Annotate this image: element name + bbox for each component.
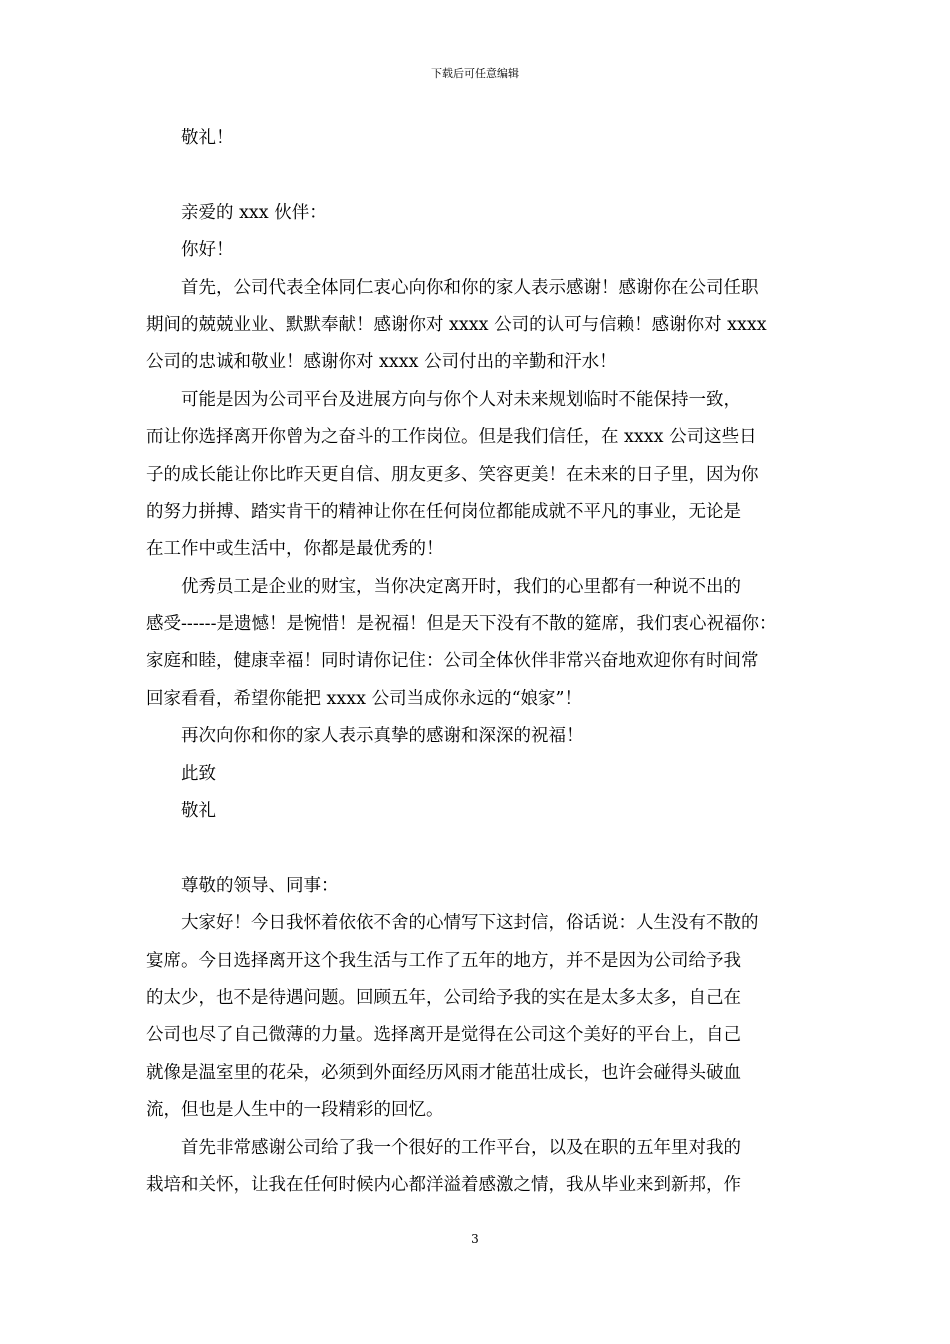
page-number: 3	[471, 1232, 479, 1246]
paragraph-line: 在工作中或生活中，你都是最优秀的！	[146, 539, 444, 560]
paragraph-line: 家庭和睦，健康幸福！同时请你记住：公司全体伙伴非常兴奋地欢迎你有时间常	[146, 651, 759, 672]
paragraph-line: 的努力拼搏、踏实肯干的精神让你在任何岗位都能成就不平凡的事业，无论是	[146, 501, 741, 522]
paragraph-line: 而让你选择离开你曾为之奋斗的工作岗位。但是我们信任，在 xxxx 公司这些日	[146, 427, 757, 448]
blank-line	[146, 157, 816, 194]
paragraph-line: 公司也尽了自己微薄的力量。选择离开是觉得在公司这个美好的平台上，自己	[146, 1025, 741, 1046]
paragraph-line: 感受------是遗憾！是惋惜！是祝福！但是天下没有不散的筵席，我们衷心祝福你：	[146, 614, 777, 635]
paragraph-line: 流，但也是人生中的一段精彩的回忆。	[146, 1100, 444, 1121]
paragraph-line: 再次向你和你的家人表示真挚的感谢和深深的祝福！	[181, 726, 584, 747]
paragraph-line: 大家好！今日我怀着依依不舍的心情写下这封信，俗话说：人生没有不散的	[181, 913, 759, 934]
paragraph-line: 首先，公司代表全体同仁衷心向你和你的家人表示感谢！感谢你在公司任职	[181, 277, 759, 298]
letter-hello: 你好！	[181, 240, 234, 261]
letter-greeting: 亲爱的 xxx 伙伴：	[181, 202, 327, 223]
closing-salutation: 敬礼！	[181, 128, 234, 148]
paragraph-line: 回家看看，希望你能把 xxxx 公司当成你永远的“娘家”！	[146, 688, 582, 709]
paragraph-line: 的太少，也不是待遇问题。回顾五年，公司给予我的实在是太多太多，自己在	[146, 987, 741, 1008]
paragraph-line: 公司的忠诚和敬业！感谢你对 xxxx 公司付出的辛勤和汗水！	[146, 352, 617, 373]
closing-salutation: 敬礼	[181, 801, 216, 822]
paragraph-line: 优秀员工是企业的财宝，当你决定离开时，我们的心里都有一种说不出的	[181, 576, 741, 597]
paragraph-line: 可能是因为公司平台及进展方向与你个人对未来规划临时不能保持一致，	[181, 389, 741, 410]
document-body	[146, 120, 816, 1204]
paragraph-line: 首先非常感谢公司给了我一个很好的工作平台，以及在职的五年里对我的	[181, 1137, 741, 1158]
paragraph-line: 子的成长能让你比昨天更自信、朋友更多、笑容更美！在未来的日子里，因为你	[146, 464, 759, 485]
paragraph-line: 栽培和关怀，让我在任何时候内心都洋溢着感激之情，我从毕业来到新邦，作	[146, 1174, 741, 1195]
closing-phrase: 此致	[181, 763, 216, 784]
paragraph-line: 就像是温室里的花朵，必须到外面经历风雨才能茁壮成长，也许会碰得头破血	[146, 1062, 741, 1083]
letter-greeting: 尊敬的领导、同事：	[181, 875, 339, 896]
paragraph-line: 期间的兢兢业业、默默奉献！感谢你对 xxxx 公司的认可与信赖！感谢你对 xxxx	[146, 314, 767, 335]
paragraph-line: 宴席。今日选择离开这个我生活与工作了五年的地方，并不是因为公司给予我	[146, 950, 741, 971]
blank-line	[146, 830, 816, 867]
page-header: 下载后可任意编辑	[431, 67, 519, 80]
